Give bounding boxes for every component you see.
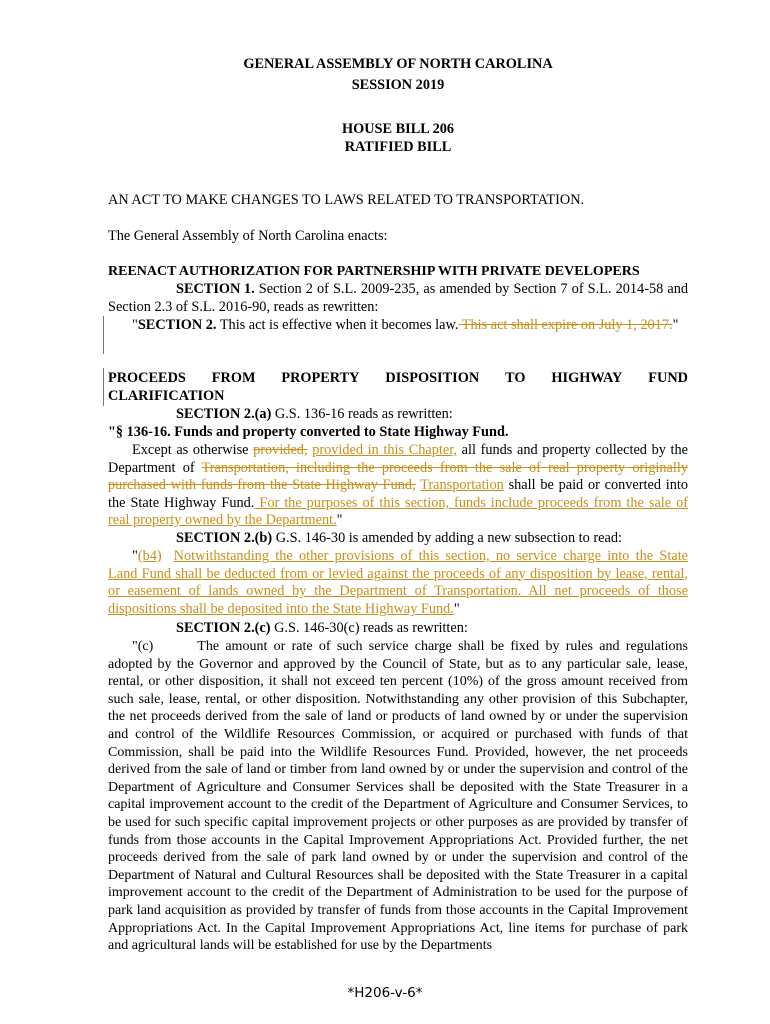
heading-word: HIGHWAY xyxy=(551,370,623,386)
text-run: all funds and property collected by the Department of xyxy=(108,442,688,476)
inserted-text: Notwithstanding the other provisions of this section, no service charge into the State Land Fund shall be deducted from or levied against the proceeds of any disposition by lease, rental, or easement of lands owned by the Department of Transportation. All net proceeds of those dispositions shall be deposited into the State Highway Fund. xyxy=(108,548,688,617)
quote-text: This act is effective when it becomes law. xyxy=(216,317,459,333)
section2b-paragraph xyxy=(108,530,688,548)
quote-close: " xyxy=(672,317,679,333)
text-run: Except as otherwise xyxy=(132,442,254,458)
heading-word: FUND xyxy=(648,370,688,386)
deleted-text: provided, xyxy=(253,442,308,458)
act-title: AN ACT TO MAKE CHANGES TO LAWS RELATED TO TRANSPORTATION. xyxy=(108,192,585,208)
section1-label: SECTION 1. xyxy=(176,281,255,297)
heading-word: FROM xyxy=(211,370,256,386)
section2b-label: SECTION 2.(b) xyxy=(176,530,273,546)
section2a-paragraph xyxy=(108,406,688,424)
enacting-clause: The General Assembly of North Carolina enacts: xyxy=(108,228,388,244)
section2c-text: G.S. 146-30(c) reads as rewritten: xyxy=(270,620,468,636)
bill-status: RATIFIED BILL xyxy=(344,139,452,155)
statute-136-16-text xyxy=(108,442,688,530)
heading-word: PROPERTY xyxy=(281,370,360,386)
deleted-text: Transportation, including the proceeds from the sale of real property originally purchased with funds from the State Highway Fund, xyxy=(108,459,688,494)
quote-close: " xyxy=(453,600,460,617)
quote-open: " xyxy=(132,548,138,564)
subsection-b4 xyxy=(108,548,688,618)
part2-heading-line1 xyxy=(108,370,688,388)
heading-word: TO xyxy=(505,370,526,386)
inserted-text: For the purposes of this section, funds include proceeds from the sale of real property owned by the Department. xyxy=(108,494,688,529)
section1-text: Section 2 of S.L. 2009-235, as amended by Section 7 of S.L. 2014-58 and Section 2.3 of S.L. 2016-90, reads as rewritten: xyxy=(108,281,688,315)
section2-quote xyxy=(108,317,688,335)
subsection-c-body: The amount or rate of such service charge shall be fixed by rules and regulations adopted by the Governor and approved by the Council of State, but as to any particular sale, lease, rental, or other disposition, it shall not exceed ten percent (10%) of the gross amount received from such sale, lease, rental, or other disposition. Notwithstanding any other provision of this Subchapter, the net proceeds derived from the sale of land or products of land owned by or under the supervision and control of the Wildlife Resources Commission, or acquired or purchased with funds of that Commission, shall be paid into the Wildlife Resources Fund. Provided, however, the net proceeds derived from the sale of land or timber from land owned by or under the supervision and control of the Department of Agriculture and Consumer Services shall be deposited with the State Treasurer in a capital improvement account to the credit of the Department of Agriculture and Consumer Services, to be used for such specific capital improvement projects or other purposes as are provided by transfer of funds from those accounts in the Capital Improvement Appropriations Act. Provided further, the net proceeds derived from the sale of park land owned by or under the supervision and control of the Department of Natural and Cultural Resources shall be deposited with the State Treasurer in a capital improvement account to the credit of the Department of Administration to be used for the purpose of park land acquisition as provided by transfer of funds from those accounts in the Capital Improvement Appropriations Act. In the Capital Improvement Appropriations Act, line items for purchase of park and agricultural lands will be established for use by the Departments xyxy=(108,639,688,954)
statute-heading: "§ 136-16. Funds and property converted to State Highway Fund. xyxy=(108,424,509,440)
section2b-text: G.S. 146-30 is amended by adding a new subsection to read: xyxy=(272,530,622,546)
quote-section-label: SECTION 2. xyxy=(137,317,217,333)
change-bar xyxy=(103,368,104,406)
quote-close: " xyxy=(336,512,343,529)
section2a-text: G.S. 136-16 reads as rewritten: xyxy=(271,406,453,422)
subsection-c-text xyxy=(108,638,688,955)
bill-number: HOUSE BILL 206 xyxy=(341,121,455,137)
section2a-label: SECTION 2.(a) xyxy=(176,406,272,422)
heading-word: DISPOSITION xyxy=(385,370,480,386)
session-heading: SESSION 2019 xyxy=(351,77,445,93)
assembly-heading: GENERAL ASSEMBLY OF NORTH CAROLINA xyxy=(243,56,553,72)
part1-heading: REENACT AUTHORIZATION FOR PARTNERSHIP WITH PRIVATE DEVELOPERS xyxy=(108,264,640,279)
change-bar xyxy=(103,316,104,354)
b4-label: (b4) xyxy=(137,548,162,564)
document-footer-code: *H206-v-6* xyxy=(347,985,423,1001)
part2-heading-line2: CLARIFICATION xyxy=(108,387,225,404)
deleted-expiration-text: This act shall expire on July 1, 2017. xyxy=(458,317,673,333)
subsection-c-label: "(c) xyxy=(132,639,154,654)
section1-paragraph xyxy=(108,281,688,316)
text-run: shall be paid or converted into the State Highway Fund. xyxy=(108,477,688,511)
section2c-paragraph xyxy=(108,620,688,638)
part2-heading xyxy=(108,370,688,405)
section2c-label: SECTION 2.(c) xyxy=(176,620,271,636)
heading-word: PROCEEDS xyxy=(108,370,186,386)
inserted-text: Transportation xyxy=(420,477,504,494)
quote-open: " xyxy=(132,317,138,333)
inserted-text: provided in this Chapter, xyxy=(312,442,457,458)
